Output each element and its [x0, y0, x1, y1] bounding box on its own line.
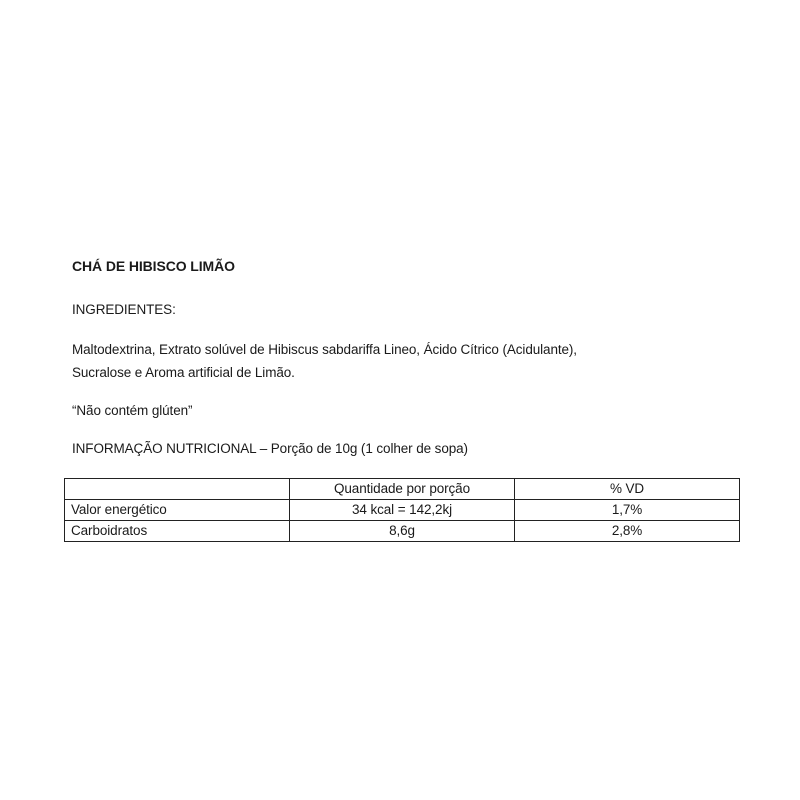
table-header-row [65, 479, 740, 500]
table-header-cell: Quantidade por porção [290, 479, 515, 500]
table-row [65, 500, 740, 521]
ingredients-line: Sucralose e Aroma artificial de Limão. [72, 365, 295, 380]
gluten-notice: “Não contém glúten” [72, 403, 193, 418]
table-header-cell [65, 479, 290, 500]
table-cell: Valor energético [65, 500, 290, 521]
table-cell: 2,8% [515, 521, 740, 542]
table-cell: 1,7% [515, 500, 740, 521]
table-row [65, 521, 740, 542]
table-header-cell: % VD [515, 479, 740, 500]
table-cell: 34 kcal = 142,2kj [290, 500, 515, 521]
nutrition-table [64, 478, 740, 542]
product-title: CHÁ DE HIBISCO LIMÃO [72, 258, 235, 274]
label-document [72, 258, 742, 460]
table-cell: 8,6g [290, 521, 515, 542]
ingredients-heading: INGREDIENTES: [72, 302, 176, 317]
table-cell: Carboidratos [65, 521, 290, 542]
ingredients-line: Maltodextrina, Extrato solúvel de Hibiscus sabdariffa Lineo, Ácido Cítrico (Acidulante), [72, 342, 577, 357]
nutrition-heading: INFORMAÇÃO NUTRICIONAL – Porção de 10g (1 colher de sopa) [72, 441, 468, 456]
ingredients-list [72, 338, 742, 384]
